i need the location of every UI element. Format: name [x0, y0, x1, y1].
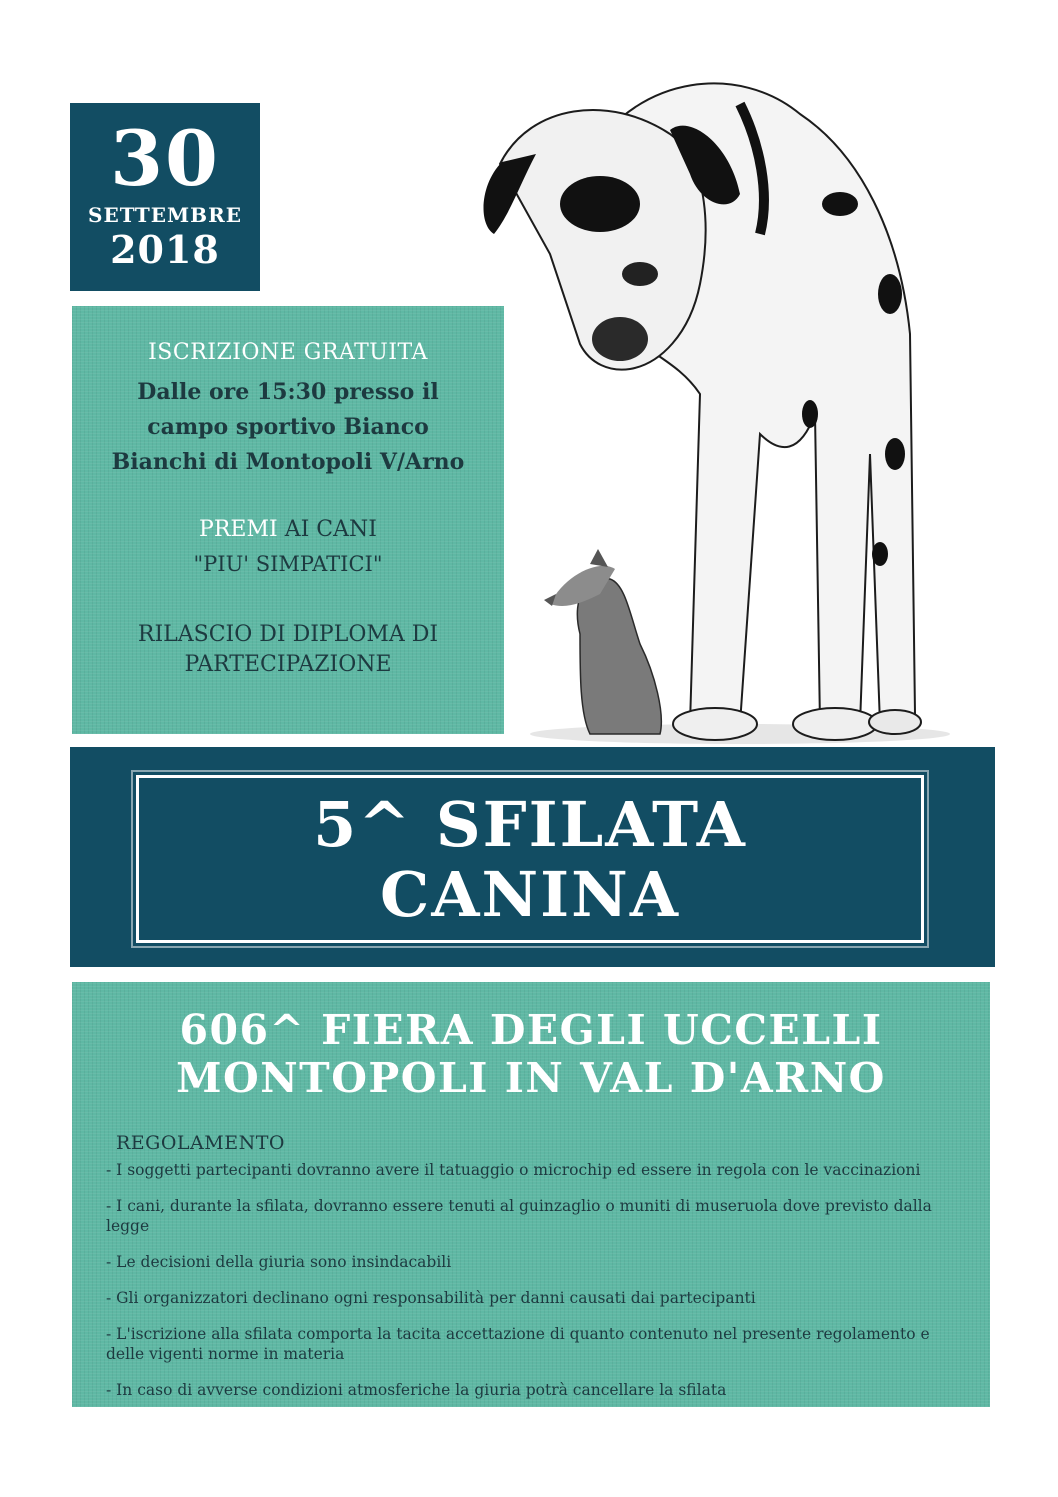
rule-item: - In caso di avverse condizioni atmosferiche la giuria potrà cancellare la sfilata — [106, 1381, 727, 1399]
event-title-line2: CANINA — [380, 858, 680, 931]
dogs-photo — [440, 34, 960, 746]
event-address: Dalle ore 15:30 presso il campo sportivo Bianco Bianchi di Montopoli V/Arno — [111, 379, 465, 476]
rule-item: - Le decisioni della giuria sono insindacabili — [106, 1253, 452, 1271]
prize-rest: AI CANI — [284, 516, 377, 542]
rule-item: - L'iscrizione alla sfilata comporta la tacita accettazione di quanto contenuto nel presente regolamento e delle vigenti norme in materia — [106, 1325, 930, 1363]
rule-item: - I soggetti partecipanti dovranno avere il tatuaggio o microchip ed essere in regola con le vaccinazioni — [106, 1161, 921, 1179]
fair-title-line2: MONTOPOLI IN VAL D'ARNO — [176, 1054, 886, 1102]
event-banner — [70, 747, 995, 967]
banner-frame — [136, 775, 924, 943]
fair-title — [72, 1006, 990, 1102]
date-month: SETTEMBRE — [88, 203, 242, 227]
rule-item: - Gli organizzatori declinano ogni responsabilità per danni causati dai partecipanti — [106, 1289, 756, 1307]
event-title — [139, 778, 921, 940]
date-day: 30 — [110, 114, 220, 203]
event-title-line1: 5^ SFILATA — [313, 788, 747, 861]
fair-title-line1: 606^ FIERA DEGLI UCCELLI — [179, 1006, 883, 1054]
rules-list — [106, 1160, 966, 1416]
prize-category: "PIU' SIMPATICI" — [193, 551, 383, 576]
date-box — [70, 103, 260, 291]
registration-heading: ISCRIZIONE GRATUITA — [148, 340, 428, 365]
date-year: 2018 — [110, 227, 220, 272]
prize-word: PREMI — [199, 516, 278, 542]
rules-panel — [72, 982, 990, 1407]
rules-heading: REGOLAMENTO — [116, 1132, 285, 1154]
diploma-note: RILASCIO DI DIPLOMA DI PARTECIPAZIONE — [137, 621, 439, 678]
rule-item: - I cani, durante la sfilata, dovranno essere tenuti al guinzaglio o muniti di museruola dove previsto dalla legge — [106, 1197, 932, 1235]
